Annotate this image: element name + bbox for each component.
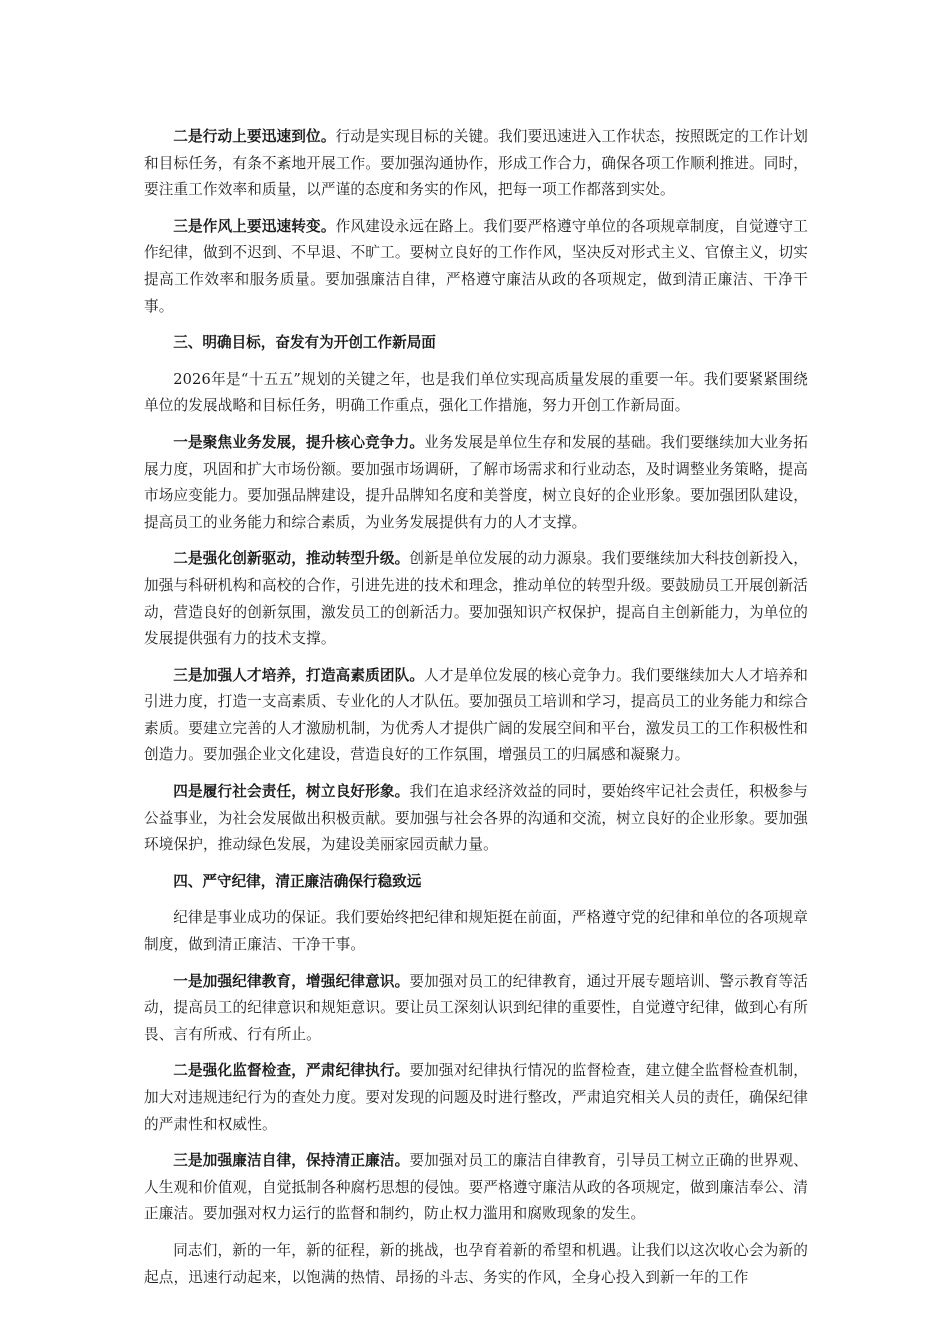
paragraph-discipline-intro <box>144 905 808 958</box>
paragraph-innovation <box>144 546 808 652</box>
paragraph-lead: 二是行动上要迅速到位。 <box>173 128 336 145</box>
paragraph-body: 人才是单位发展的核心竞争力。我们要继续加大人才培养和引进力度，打造一支高素质、专业化的人才队伍。要加强员工培训和学习，提高员工的业务能力和综合素质。要建立完善的人才激励机制，为优秀人才提供广阔的发展空间和平台，激发员工的工作积极性和创造力。要加强企业文化建设，营造良好的工作氛围，增强员工的归属感和凝聚力。 <box>144 666 808 764</box>
paragraph-lead: 一是聚焦业务发展，提升核心竞争力。 <box>173 433 425 451</box>
paragraph-talent <box>144 663 808 769</box>
paragraph-2026-intro <box>144 367 808 420</box>
paragraph-body: 业务发展是单位生存和发展的基础。我们要继续加大业务拓展力度，巩固和扩大市场份额。要加强市场调研，了解市场需求和行业动态，及时调整业务策略，提高市场应变能力。要加强品牌建设，提升品牌知名度和美誉度，树立良好的企业形象。要加强团队建设，提高员工的业务能力和综合素质，为业务发展提供有力的人才支撑。 <box>144 433 808 531</box>
paragraph-discipline-education <box>144 969 808 1049</box>
paragraph-lead: 二是强化监督检查，严肃纪律执行。 <box>173 1062 410 1080</box>
paragraph-body: 要加强对员工的廉洁自律教育，引导员工树立正确的世界观、人生观和价值观，自觉抵制各种腐朽思想的侵蚀。要严格遵守廉洁从政的各项规定，做到廉洁奉公、清正廉洁。要加强对权力运行的监督和制约，防止权力滥用和腐败现象的发生。 <box>144 1152 808 1223</box>
section-heading-3: 三、明确目标，奋发有为开创工作新局面 <box>173 334 436 352</box>
paragraph-body: 2026年是“十五五”规划的关键之年，也是我们单位实现高质量发展的重要一年。我们要紧紧围绕单位的发展战略和目标任务，明确工作重点，强化工作措施，努力开创工作新局面。 <box>144 370 808 415</box>
paragraph-integrity <box>144 1148 808 1228</box>
paragraph-lead: 二是强化创新驱动，推动转型升级。 <box>173 550 410 568</box>
paragraph-closing <box>144 1238 808 1291</box>
paragraph-body: 纪律是事业成功的保证。我们要始终把纪律和规矩挺在前面，严格遵守党的纪律和单位的各项规章制度，做到清正廉洁、干净干事。 <box>144 909 808 954</box>
paragraph-style <box>144 214 808 320</box>
paragraph-supervision <box>144 1058 808 1138</box>
paragraph-body: 同志们，新的一年，新的征程，新的挑战，也孕育着新的希望和机遇。让我们以这次收心会为新的起点，迅速行动起来，以饱满的热情、昂扬的斗志、务实的作风，全身心投入到新一年的工作 <box>144 1241 808 1286</box>
paragraph-body: 我们在追求经济效益的同时，要始终牢记社会责任，积极参与公益事业，为社会发展做出积极贡献。要加强与社会各界的沟通和交流，树立良好的企业形象。要加强环境保护，推动绿色发展，为建设美丽家园贡献力量。 <box>144 783 808 854</box>
section-heading-4: 四、严守纪律，清正廉洁确保行稳致远 <box>173 872 422 890</box>
paragraph-lead: 三是作风上要迅速转变。 <box>173 217 336 235</box>
document-page <box>144 124 808 1301</box>
paragraph-lead: 三是加强廉洁自律，保持清正廉洁。 <box>173 1152 410 1170</box>
paragraph-action <box>144 124 808 204</box>
paragraph-body: 创新是单位发展的动力源泉。我们要继续加大科技创新投入，加强与科研机构和高校的合作，引进先进的技术和理念，推动单位的转型升级。要鼓励员工开展创新活动，营造良好的创新氛围，激发员工的创新活力。要加强知识产权保护，提高自主创新能力，为单位的发展提供强有力的技术支撑。 <box>144 550 808 648</box>
paragraph-body: 行动是实现目标的关键。我们要迅速进入工作状态，按照既定的工作计划和目标任务，有条不紊地开展工作。要加强沟通协作，形成工作合力，确保各项工作顺利推进。同时，要注重工作效率和质量，以严谨的态度和务实的作风，把每一项工作都落到实处。 <box>144 128 808 199</box>
paragraph-body: 要加强对纪律执行情况的监督检查，建立健全监督检查机制，加大对违规违纪行为的查处力度。要对发现的问题及时进行整改，严肃追究相关人员的责任，确保纪律的严肃性和权威性。 <box>144 1062 808 1133</box>
paragraph-body: 作风建设永远在路上。我们要严格遵守单位的各项规章制度，自觉遵守工作纪律，做到不迟到、不早退、不旷工。要树立良好的工作作风，坚决反对形式主义、官僚主义，切实提高工作效率和服务质量。要加强廉洁自律，严格遵守廉洁从政的各项规定，做到清正廉洁、干净干事。 <box>144 217 808 315</box>
paragraph-lead: 一是加强纪律教育，增强纪律意识。 <box>173 972 410 990</box>
paragraph-body: 要加强对员工的纪律教育，通过开展专题培训、警示教育等活动，提高员工的纪律意识和规矩意识。要让员工深刻认识到纪律的重要性，自觉遵守纪律，做到心有所畏、言有所戒、行有所止。 <box>144 972 808 1043</box>
paragraph-social-responsibility <box>144 779 808 859</box>
paragraph-lead: 四是履行社会责任，树立良好形象。 <box>173 783 410 801</box>
paragraph-lead: 三是加强人才培养，打造高素质团队。 <box>173 666 425 684</box>
paragraph-business <box>144 430 808 536</box>
